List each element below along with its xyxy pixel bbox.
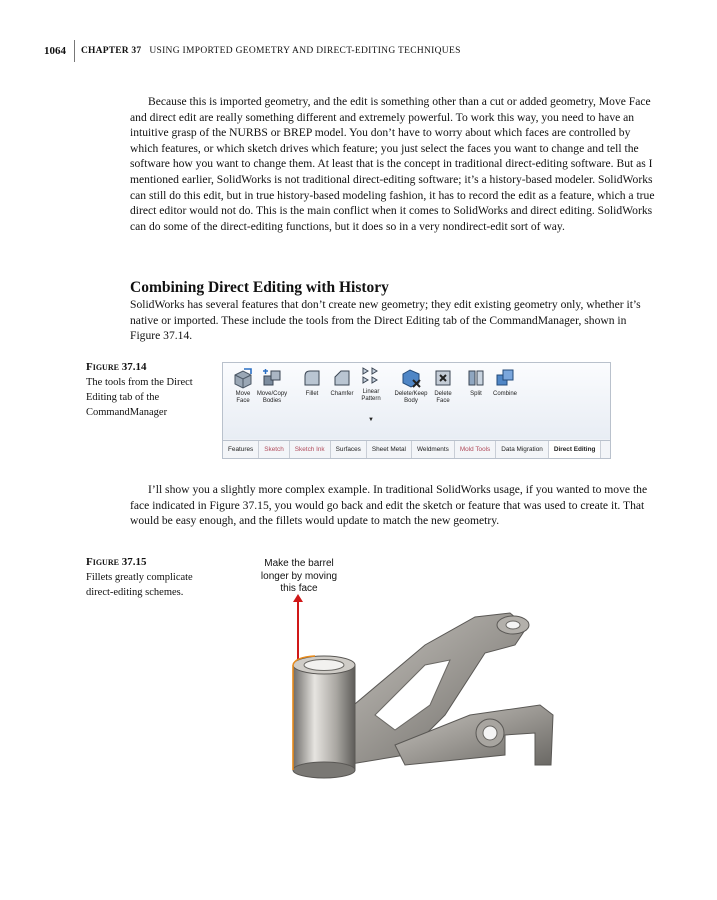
- tab-direct-editing[interactable]: Direct Editing: [549, 441, 602, 458]
- tab-sheet-metal[interactable]: Sheet Metal: [367, 441, 412, 458]
- delete-face-icon: [432, 367, 454, 389]
- body-paragraph-3: I’ll show you a slightly more complex example. In traditional SolidWorks usage, if you wanted to move the face indicated in Figure 37.15, you would go back and edit the sketch or feature that was used to create it. That would be easy enough, and the fillets would update to match the new geometry.: [130, 483, 648, 528]
- body-paragraph-1: Because this is imported geometry, and the edit is something other than a cut or added geometry, Move Face and direct edit are really something different and extremely powerful. To work this way, you need to have an intuitive grasp of the NURBS or BREP model. You don’t have to worry about which faces are controlled by which features, or which sketch drives which feature; you just select the faces you want to change and tell the software how you want to change them. At least that is the concept in traditional direct-editing software. But as I mentioned earlier, SolidWorks is not traditional direct-editing software; it’s a history-based modeler. SolidWorks can still do this edit, but in true history-based modeling fashion, it has to record the edit as a feature, which a true direct editor would not do. This is the main conflict when it comes to SolidWorks and direct editing. SolidWorks can do some of the direct-editing functions, but it does so in a very nondirect-edit sort of way.: [130, 95, 655, 233]
- move-copy-bodies-button[interactable]: Move/Copy Bodies: [254, 367, 290, 405]
- command-manager-tabs: [223, 440, 610, 458]
- ribbon-toolbar: [223, 363, 610, 439]
- combine-button[interactable]: Combine: [487, 367, 523, 398]
- chapter-title: USING IMPORTED GEOMETRY AND DIRECT-EDITING TECHNIQUES: [149, 46, 461, 56]
- tab-mold-tools[interactable]: Mold Tools: [455, 441, 496, 458]
- split-icon: [465, 367, 487, 389]
- tab-surfaces[interactable]: Surfaces: [331, 441, 367, 458]
- tab-features[interactable]: Features: [223, 441, 259, 458]
- move-copy-bodies-icon: [261, 367, 283, 389]
- figure-37-14-caption: [86, 360, 211, 420]
- figure-annotation: Make the barrel longer by moving this face: [260, 558, 338, 594]
- delete-face-button[interactable]: Delete Face: [425, 367, 461, 405]
- chapter-label: CHAPTER 37: [81, 46, 142, 56]
- tab-sketch-ink[interactable]: Sketch Ink: [290, 441, 331, 458]
- combine-icon: [494, 367, 516, 389]
- page-number: 1064: [44, 45, 66, 57]
- chamfer-icon: [331, 367, 353, 389]
- fillet-button[interactable]: Fillet: [294, 367, 330, 398]
- tab-weldments[interactable]: Weldments: [412, 441, 455, 458]
- fillet-icon: [301, 367, 323, 389]
- figure-caption-text: Fillets greatly complicate direct-editing schemes.: [86, 572, 193, 598]
- section-heading: Combining Direct Editing with History: [130, 279, 389, 296]
- body-paragraph-2: SolidWorks has several features that don’t create new geometry; they edit existing geometry only, whether it’s native or imported. These include the tools from the Direct Editing tab of the CommandManager, shown in Figure 37.14.: [130, 298, 641, 343]
- figure-caption-text: The tools from the Direct Editing tab of the CommandManager: [86, 377, 193, 418]
- figure-label: Figure 37.15: [86, 556, 147, 568]
- linear-pattern-button[interactable]: Linear Pattern ▼: [353, 365, 389, 424]
- figure-37-15-caption: [86, 555, 211, 600]
- delete-keep-body-button[interactable]: Delete/Keep Body: [393, 367, 429, 405]
- header-divider: [74, 40, 75, 62]
- tab-data-migration[interactable]: Data Migration: [496, 441, 549, 458]
- move-face-icon: [232, 367, 254, 389]
- figure-label: Figure 37.14: [86, 361, 147, 373]
- move-face-button[interactable]: Move Face: [225, 367, 261, 405]
- split-button[interactable]: Split: [458, 367, 494, 398]
- bracket-part-illustration: [255, 605, 565, 795]
- command-manager-ribbon: [222, 362, 611, 459]
- tab-sketch[interactable]: Sketch: [259, 441, 290, 458]
- linear-pattern-icon: [360, 365, 382, 387]
- chevron-down-icon[interactable]: ▼: [368, 417, 374, 423]
- page-header: [44, 40, 461, 62]
- chamfer-button[interactable]: Chamfer: [324, 367, 360, 398]
- delete-keep-body-icon: [400, 367, 422, 389]
